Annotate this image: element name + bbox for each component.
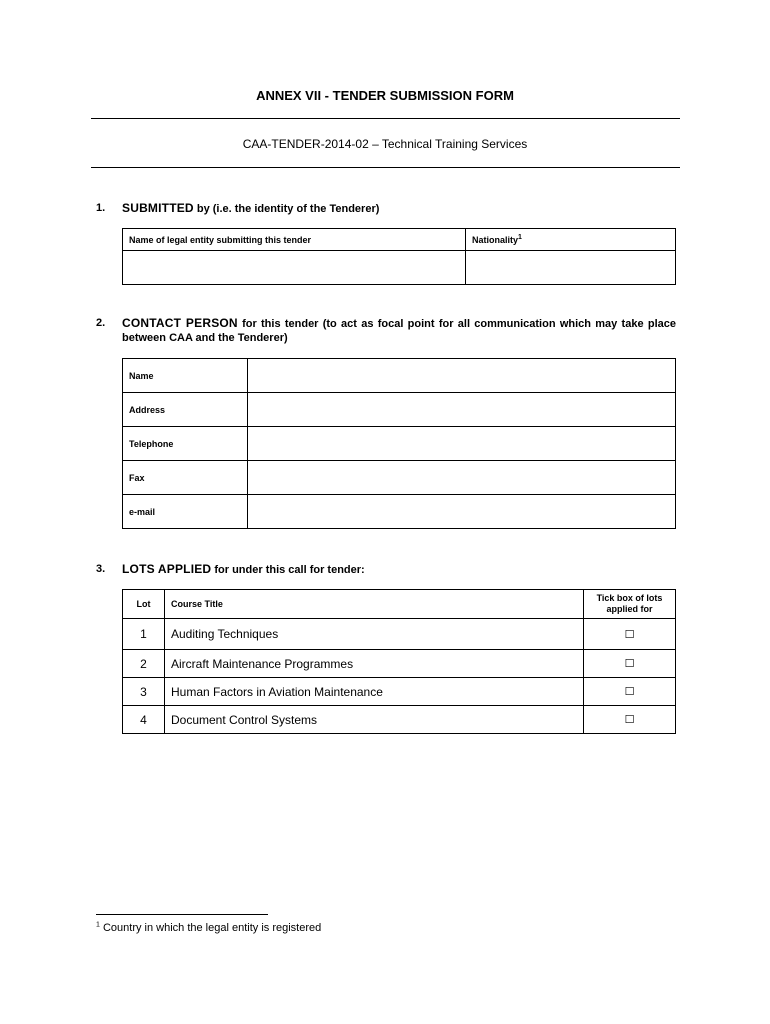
tender-reference: CAA-TENDER-2014-02 – Technical Training Services bbox=[242, 137, 528, 151]
contact-name-label: Name bbox=[123, 359, 248, 393]
contact-address-field[interactable] bbox=[248, 393, 676, 427]
tick-box-header: Tick box of lots applied for bbox=[584, 590, 676, 619]
contact-telephone-label: Telephone bbox=[123, 427, 248, 461]
contact-fax-label: Fax bbox=[123, 461, 248, 495]
tenderer-identity-table bbox=[122, 228, 676, 285]
footnote bbox=[96, 922, 321, 934]
section-3-title: LOTS APPLIED bbox=[122, 562, 212, 576]
lot-header: Lot bbox=[123, 590, 165, 619]
title-top-rule bbox=[91, 118, 680, 119]
section-2-subtitle: for this tender (to act as focal point for all communication which may take place between CAA and the Tenderer) bbox=[122, 318, 676, 344]
lots-table bbox=[122, 589, 676, 734]
lot-number: 3 bbox=[123, 678, 165, 706]
section-2-heading bbox=[96, 316, 676, 345]
footnote-mark: 1 bbox=[518, 233, 522, 241]
section-1-number: 1. bbox=[96, 202, 106, 214]
footnote-separator bbox=[96, 914, 268, 915]
table-row bbox=[123, 619, 676, 650]
course-title: Document Control Systems bbox=[165, 706, 584, 734]
section-3-subtitle: for under this call for tender: bbox=[214, 564, 365, 576]
nationality-header-label: Nationality bbox=[472, 234, 519, 245]
course-title: Aircraft Maintenance Programmes bbox=[165, 650, 584, 678]
lot-checkbox[interactable]: ☐ bbox=[584, 706, 676, 734]
nationality-header bbox=[466, 229, 676, 251]
lot-number: 4 bbox=[123, 706, 165, 734]
course-title: Auditing Techniques bbox=[165, 619, 584, 650]
entity-name-header: Name of legal entity submitting this tender bbox=[123, 229, 466, 251]
section-2-number: 2. bbox=[96, 317, 106, 329]
contact-person-table bbox=[122, 358, 676, 529]
contact-address-label: Address bbox=[123, 393, 248, 427]
lot-checkbox[interactable]: ☐ bbox=[584, 678, 676, 706]
table-row bbox=[123, 706, 676, 734]
contact-email-field[interactable] bbox=[248, 495, 676, 529]
lot-number: 2 bbox=[123, 650, 165, 678]
contact-email-label: e-mail bbox=[123, 495, 248, 529]
table-row bbox=[123, 678, 676, 706]
section-1-heading bbox=[96, 201, 676, 216]
section-3-number: 3. bbox=[96, 563, 106, 575]
contact-name-field[interactable] bbox=[248, 359, 676, 393]
lot-number: 1 bbox=[123, 619, 165, 650]
footnote-number: 1 bbox=[96, 921, 100, 929]
section-1-title: SUBMITTED bbox=[122, 201, 194, 215]
section-3-heading bbox=[96, 562, 676, 577]
contact-fax-field[interactable] bbox=[248, 461, 676, 495]
page-title: ANNEX VII - TENDER SUBMISSION FORM bbox=[256, 88, 514, 103]
course-title: Human Factors in Aviation Maintenance bbox=[165, 678, 584, 706]
table-row bbox=[123, 650, 676, 678]
lot-checkbox[interactable]: ☐ bbox=[584, 650, 676, 678]
nationality-field[interactable] bbox=[466, 251, 676, 285]
section-2-title: CONTACT PERSON bbox=[122, 316, 238, 330]
lot-checkbox[interactable]: ☐ bbox=[584, 619, 676, 650]
entity-name-field[interactable] bbox=[123, 251, 466, 285]
footnote-text: Country in which the legal entity is registered bbox=[102, 922, 322, 934]
section-1-subtitle: by (i.e. the identity of the Tenderer) bbox=[196, 203, 380, 215]
contact-telephone-field[interactable] bbox=[248, 427, 676, 461]
course-title-header: Course Title bbox=[165, 590, 584, 619]
title-bottom-rule bbox=[91, 167, 680, 168]
